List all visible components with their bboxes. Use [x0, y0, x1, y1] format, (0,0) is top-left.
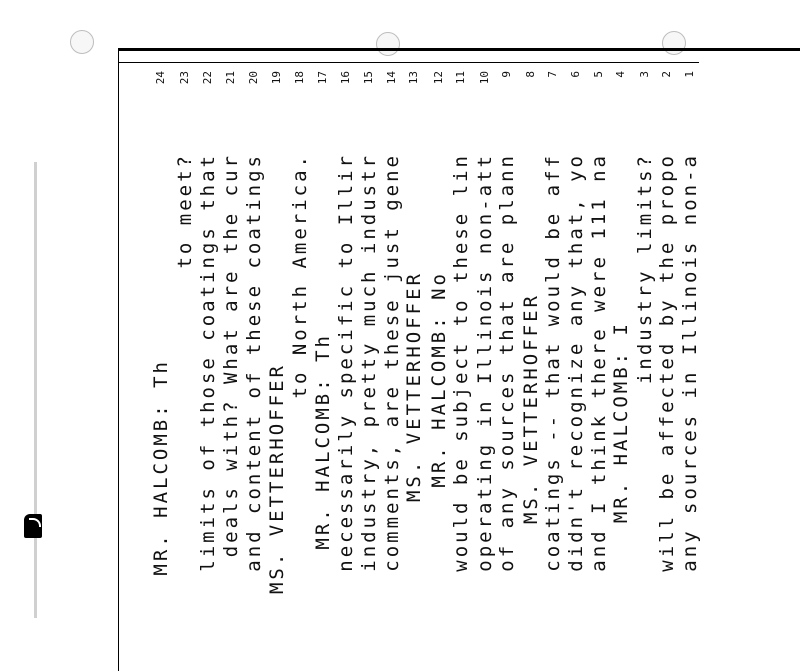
line-text: operating in Illinois non-att: [474, 153, 496, 572]
line-text: MR. HALCOMB: Th: [150, 359, 172, 576]
line-number: 6: [569, 71, 582, 78]
line-number: 7: [546, 71, 559, 78]
line-text: industry limits?: [634, 153, 656, 385]
transcript-line: [381, 71, 403, 671]
line-number: 11: [454, 71, 467, 85]
line-text: MR. HALCOMB: No: [428, 271, 450, 488]
transcript-line: [474, 71, 496, 671]
transcript-line: [358, 71, 380, 671]
line-number: 18: [293, 71, 306, 85]
clip-icon: [24, 514, 42, 538]
line-text: any sources in Illinois non-a: [679, 153, 701, 572]
line-text: to North America.: [289, 153, 311, 399]
line-text: limits of those coatings that: [197, 153, 219, 572]
line-text: to meet?: [174, 153, 196, 269]
line-number: 23: [178, 71, 191, 85]
line-number: 3: [638, 71, 651, 78]
line-number: 10: [478, 71, 491, 85]
scan-edge: [34, 162, 37, 618]
line-number: 9: [500, 71, 513, 78]
line-text: MR. HALCOMB: Th: [312, 333, 334, 550]
transcript-line: [428, 71, 450, 671]
transcript-line: [197, 71, 219, 671]
line-text: and I think there were 111 na: [588, 153, 610, 572]
transcript-line: [174, 71, 196, 671]
transcript-line: [542, 71, 564, 671]
line-number: 4: [614, 71, 627, 78]
line-number: 5: [592, 71, 605, 78]
line-number: 16: [339, 71, 352, 85]
transcript-line: [403, 71, 425, 671]
line-text: deals with? What are the cur: [220, 153, 242, 558]
line-number: 2: [660, 71, 673, 78]
transcript-line: [679, 71, 701, 671]
line-text: comments, are these just gene: [381, 153, 403, 572]
transcript-line: [634, 71, 656, 671]
line-number: 12: [432, 71, 445, 85]
transcript-line: [289, 71, 311, 671]
transcript-line: [610, 71, 632, 671]
line-number: 22: [201, 71, 214, 85]
transcript-page: [118, 48, 800, 671]
line-number: 1: [683, 71, 696, 78]
line-number: 21: [224, 71, 237, 85]
transcript-line: [335, 71, 357, 671]
transcript-line: [588, 71, 610, 671]
line-text: would be subject to these lin: [450, 153, 472, 572]
line-text: MR. HALCOMB: I: [610, 321, 632, 524]
punch-hole: [70, 30, 94, 54]
line-number: 24: [154, 71, 167, 85]
line-number: 17: [316, 71, 329, 85]
line-number: 14: [385, 71, 398, 85]
line-text: MS. VETTERHOFFER: [403, 271, 425, 503]
transcript-line: [220, 71, 242, 671]
line-number: 13: [407, 71, 420, 85]
line-text: necessarily specific to Illir: [335, 153, 357, 572]
transcript-line: [656, 71, 678, 671]
line-number: 19: [270, 71, 283, 85]
transcript-line: [496, 71, 518, 671]
line-number: 8: [524, 71, 537, 78]
transcript-line: [150, 71, 172, 671]
line-text: of any sources that are plann: [496, 153, 518, 572]
line-text: industry, pretty much industr: [358, 153, 380, 572]
transcript-line: [312, 71, 334, 671]
line-text: didn't recognize any that, yo: [565, 153, 587, 572]
line-text: MS. VETTERHOFFER: [520, 293, 542, 525]
line-text: and content of these coatings: [243, 153, 265, 572]
transcript-line: [243, 71, 265, 671]
line-number: 15: [362, 71, 375, 85]
transcript-line: [565, 71, 587, 671]
transcript-line: [520, 71, 542, 671]
line-text: coatings -- that would be aff: [542, 153, 564, 572]
line-text: MS. VETTERHOFFER: [266, 363, 288, 595]
line-number: 20: [247, 71, 260, 85]
page-rule: [119, 62, 699, 63]
transcript-line: [266, 71, 288, 671]
transcript-line: [450, 71, 472, 671]
line-text: will be affected by the propo: [656, 153, 678, 572]
